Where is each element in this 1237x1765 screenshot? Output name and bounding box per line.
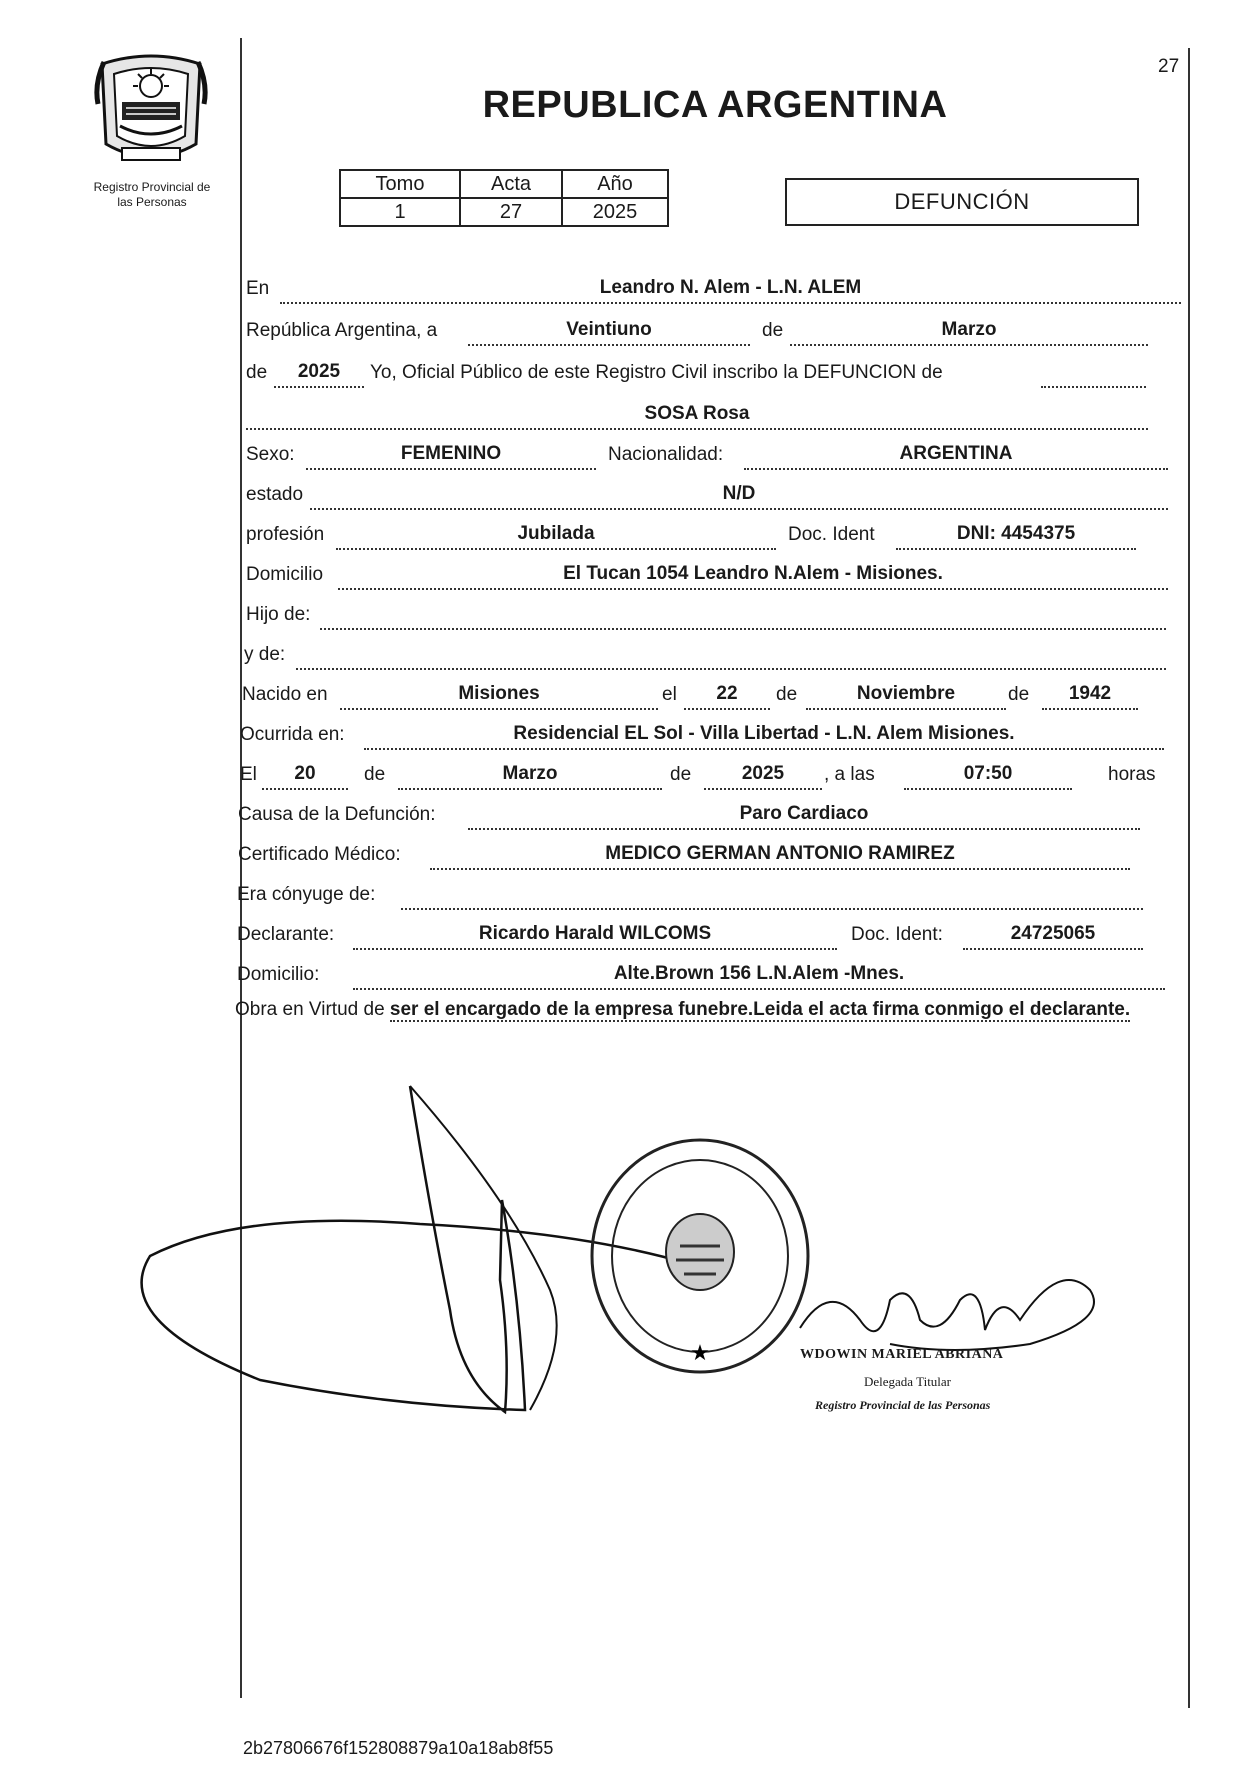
oficial-text: Yo, Oficial Público de este Registro Civil inscribo la DEFUNCION de: [370, 362, 943, 383]
de-fallec-anio-label: de: [670, 764, 692, 785]
svg-text:★: ★: [690, 1341, 710, 1366]
en-field: [280, 272, 1181, 304]
doc-field: [896, 518, 1136, 550]
oficial-tail-field: [1041, 356, 1146, 388]
sexo-field: [306, 438, 596, 470]
domicilio2-value: Alte.Brown 156 L.N.Alem -Mnes.: [613, 963, 905, 984]
de-fallec-mes-label: de: [364, 764, 386, 785]
profesion-label: profesión: [246, 524, 325, 545]
mes-field: [790, 314, 1148, 346]
nacido-anio-value: 1942: [1068, 683, 1112, 704]
el2-label: El: [240, 764, 257, 785]
profesion-field: [336, 518, 776, 550]
nombre-value: SOSA Rosa: [644, 403, 750, 424]
yde-field: [296, 638, 1166, 670]
signature-area: [130, 1080, 1130, 1480]
de-label: de: [762, 320, 784, 341]
fallec-mes-value: Marzo: [502, 763, 558, 784]
official-name: WDOWIN MARIEL ABRIANA: [800, 1347, 1004, 1362]
registry-header-tomo: Tomo: [340, 170, 460, 198]
nacido-dia-field: [684, 678, 770, 710]
ocurrida-value: Residencial EL Sol - Villa Libertad - L.N. Alem Misiones.: [513, 723, 1015, 744]
obra-en-virtud: [235, 996, 1165, 1023]
doc2-label: Doc. Ident:: [851, 924, 943, 945]
anio-value: 2025: [297, 361, 341, 382]
fallec-dia-value: 20: [294, 763, 316, 784]
declarante-field: [353, 918, 837, 950]
de-nacido-anio-label: de: [1008, 684, 1030, 705]
registry-value-acta: 27: [460, 198, 562, 226]
sexo-label: Sexo:: [246, 444, 295, 465]
republica-label: República Argentina, a: [246, 320, 438, 341]
row-domicilio2: [237, 956, 1182, 990]
nombre-field: [246, 398, 1148, 430]
row-yde: [244, 636, 1179, 670]
page-title: REPUBLICA ARGENTINA: [482, 84, 948, 126]
row-certificado: [238, 836, 1183, 870]
registry-table: [339, 169, 669, 227]
row-sexo: [246, 436, 1181, 470]
row-conyuge: [237, 876, 1182, 910]
row-en: [246, 270, 1181, 304]
row-profesion: [246, 516, 1181, 550]
nacido-mes-value: Noviembre: [856, 683, 956, 704]
obra-label: Obra en Virtud de: [235, 999, 385, 1020]
dia-value: Veintiuno: [566, 319, 652, 340]
mes-value: Marzo: [941, 319, 997, 340]
nacido-mes-field: [806, 678, 1006, 710]
declarant-signature: [142, 1086, 690, 1412]
causa-value: Paro Cardiaco: [739, 803, 869, 824]
row-domicilio: [246, 556, 1181, 590]
estado-value: N/D: [722, 483, 756, 504]
registry-value-tomo: 1: [340, 198, 460, 226]
conyuge-field: [401, 878, 1143, 910]
ocurrida-label: Ocurrida en:: [240, 724, 345, 745]
row-fecha: [246, 312, 1181, 346]
nacionalidad-field: [744, 438, 1168, 470]
row-ocurrida: [240, 716, 1182, 750]
yde-label: y de:: [244, 644, 286, 665]
row-anio: [246, 354, 1181, 388]
dia-field: [468, 314, 750, 346]
row-estado: [246, 476, 1181, 510]
estado-label: estado: [246, 484, 304, 505]
horas-label: horas: [1108, 764, 1156, 785]
estado-field: [310, 478, 1168, 510]
alas-label: , a las: [824, 764, 875, 785]
domicilio2-field: [353, 958, 1165, 990]
en-label: En: [246, 278, 270, 299]
profesion-value: Jubilada: [517, 523, 595, 544]
official-org: Registro Provincial de las Personas: [815, 1398, 991, 1412]
domicilio-label: Domicilio: [246, 564, 324, 585]
de-nacido-mes-label: de: [776, 684, 798, 705]
row-fallecimiento: [240, 756, 1185, 790]
record-type-box: DEFUNCIÓN: [785, 178, 1139, 226]
registry-value-anio: 2025: [562, 198, 668, 226]
nacido-lugar-value: Misiones: [458, 683, 540, 704]
domicilio-field: [338, 558, 1168, 590]
fallec-anio-value: 2025: [741, 763, 785, 784]
declarante-value: Ricardo Harald WILCOMS: [478, 923, 712, 944]
declarant-signature-loop: [410, 1086, 557, 1410]
certificado-field: [430, 838, 1130, 870]
registry-header-acta: Acta: [460, 170, 562, 198]
organization-line2: las Personas: [117, 195, 187, 209]
sexo-value: FEMENINO: [400, 443, 502, 464]
fallec-dia-field: [262, 758, 348, 790]
declarante-label: Declarante:: [237, 924, 335, 945]
row-causa: [238, 796, 1183, 830]
certificado-label: Certificado Médico:: [238, 844, 401, 865]
conyuge-label: Era cónyuge de:: [237, 884, 376, 905]
de-anio-label: de: [246, 362, 268, 383]
obra-value: ser el encargado de la empresa funebre.Leida el acta firma conmigo el declarante.: [389, 999, 1131, 1020]
nacido-anio-field: [1042, 678, 1138, 710]
causa-field: [468, 798, 1140, 830]
row-nacido: [242, 676, 1182, 710]
row-hijo: [246, 596, 1181, 630]
el-label: el: [662, 684, 677, 705]
domicilio2-label: Domicilio:: [237, 964, 320, 985]
official-seal: [592, 1140, 808, 1372]
fallec-anio-field: [704, 758, 822, 790]
hijo-label: Hijo de:: [246, 604, 311, 625]
anio-field: [274, 356, 364, 388]
registry-header-anio: Año: [562, 170, 668, 198]
official-signature: [800, 1280, 1094, 1350]
organization-line1: Registro Provincial de: [93, 180, 211, 194]
fallec-mes-field: [398, 758, 662, 790]
doc2-field: [963, 918, 1143, 950]
fallec-hora-value: 07:50: [963, 763, 1013, 784]
footer-hash: 2b27806676f152808879a10a18ab8f55: [243, 1738, 554, 1758]
doc-label: Doc. Ident: [788, 524, 875, 545]
page-number: 27: [1158, 56, 1180, 77]
row-declarante: [237, 916, 1182, 950]
fallec-hora-field: [904, 758, 1072, 790]
nacido-label: Nacido en: [242, 684, 328, 705]
certificado-value: MEDICO GERMAN ANTONIO RAMIREZ: [605, 843, 955, 864]
causa-label: Causa de la Defunción:: [238, 804, 436, 825]
nacido-dia-value: 22: [716, 683, 738, 704]
nacionalidad-value: ARGENTINA: [899, 443, 1013, 464]
nacido-lugar-field: [340, 678, 658, 710]
nacionalidad-label: Nacionalidad:: [608, 444, 724, 465]
en-value: Leandro N. Alem - L.N. ALEM: [599, 277, 862, 298]
organization-name: [62, 180, 242, 210]
right-margin-line: [1188, 48, 1190, 1708]
domicilio-value: El Tucan 1054 Leandro N.Alem - Misiones.: [563, 563, 943, 584]
hijo-field: [320, 598, 1166, 630]
row-nombre: [246, 396, 1181, 430]
doc-value: DNI: 4454375: [956, 523, 1076, 544]
official-role: Delegada Titular: [864, 1374, 952, 1389]
doc2-value: 24725065: [1010, 923, 1096, 944]
ocurrida-field: [364, 718, 1164, 750]
province-crest-logo: [92, 44, 210, 168]
